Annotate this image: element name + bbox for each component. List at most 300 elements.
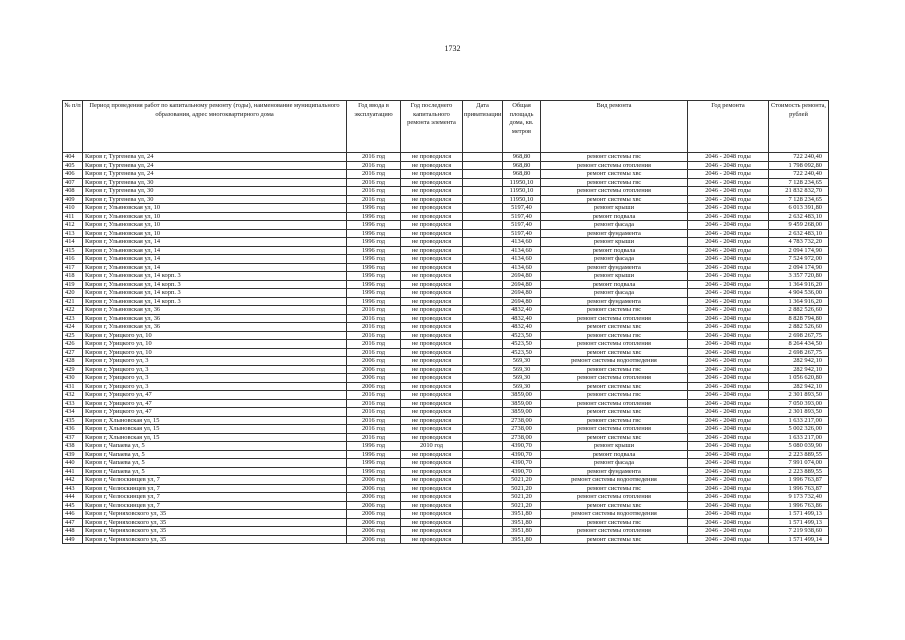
table-row <box>63 340 829 349</box>
row-repair-year: 2046 - 2048 годы <box>688 204 769 213</box>
row-repair-type: ремонт системы хвс <box>541 408 688 417</box>
row-repair-year: 2046 - 2048 годы <box>688 476 769 485</box>
row-repair-year: 2046 - 2048 годы <box>688 518 769 527</box>
row-year-built: 2006 год <box>347 374 401 383</box>
row-repair-year: 2046 - 2048 годы <box>688 501 769 510</box>
row-area: 4832,40 <box>503 323 541 332</box>
row-repair-year: 2046 - 2048 годы <box>688 416 769 425</box>
row-area: 2694,80 <box>503 272 541 281</box>
row-number: 431 <box>63 382 83 391</box>
row-privatization-date <box>463 229 503 238</box>
row-cost: 1 364 916,20 <box>769 280 829 289</box>
row-repair-type: ремонт системы гвс <box>541 153 688 162</box>
table-header-row <box>63 101 829 153</box>
row-repair-type: ремонт системы отопления <box>541 314 688 323</box>
table-row <box>63 306 829 315</box>
row-area: 569,30 <box>503 374 541 383</box>
row-area: 5197,40 <box>503 204 541 213</box>
row-cost: 4 904 536,00 <box>769 289 829 298</box>
row-area: 2738,00 <box>503 433 541 442</box>
row-last-repair: не проводился <box>401 493 463 502</box>
row-privatization-date <box>463 484 503 493</box>
row-address: Киров г, Тургенева ул, 30 <box>83 187 347 196</box>
row-cost: 1 633 217,00 <box>769 433 829 442</box>
table-row <box>63 408 829 417</box>
row-last-repair: не проводился <box>401 535 463 544</box>
row-address: Киров г, Чапаева ул, 5 <box>83 467 347 476</box>
row-privatization-date <box>463 340 503 349</box>
row-cost: 1 571 499,14 <box>769 535 829 544</box>
row-area: 5021,20 <box>503 493 541 502</box>
row-last-repair: не проводился <box>401 459 463 468</box>
row-number: 438 <box>63 442 83 451</box>
row-privatization-date <box>463 527 503 536</box>
row-address: Киров г, Урицкого ул, 47 <box>83 391 347 400</box>
row-area: 3859,00 <box>503 408 541 417</box>
row-cost: 1 056 620,80 <box>769 374 829 383</box>
header-year-built: Год ввода в эксплуатацию <box>347 101 401 153</box>
row-repair-type: ремонт системы отопления <box>541 493 688 502</box>
row-repair-year: 2046 - 2048 годы <box>688 212 769 221</box>
row-number: 410 <box>63 204 83 213</box>
row-number: 434 <box>63 408 83 417</box>
row-address: Киров г, Ульяновская ул, 10 <box>83 221 347 230</box>
row-repair-year: 2046 - 2048 годы <box>688 374 769 383</box>
row-area: 2738,00 <box>503 425 541 434</box>
row-last-repair: не проводился <box>401 289 463 298</box>
row-address: Киров г, Ульяновская ул, 14 корп. 3 <box>83 289 347 298</box>
row-address: Киров г, Ульяновская ул, 14 <box>83 238 347 247</box>
row-cost: 1 996 763,86 <box>769 501 829 510</box>
table-row <box>63 510 829 519</box>
row-last-repair: не проводился <box>401 195 463 204</box>
table-row <box>63 229 829 238</box>
row-last-repair: не проводился <box>401 518 463 527</box>
row-privatization-date <box>463 442 503 451</box>
row-repair-year: 2046 - 2048 годы <box>688 297 769 306</box>
row-privatization-date <box>463 433 503 442</box>
row-privatization-date <box>463 170 503 179</box>
row-area: 4832,40 <box>503 314 541 323</box>
table-row <box>63 280 829 289</box>
row-privatization-date <box>463 178 503 187</box>
row-repair-type: ремонт системы хвс <box>541 323 688 332</box>
row-cost: 2 632 483,10 <box>769 229 829 238</box>
row-year-built: 1996 год <box>347 238 401 247</box>
row-area: 5021,20 <box>503 476 541 485</box>
row-cost: 7 524 972,00 <box>769 255 829 264</box>
row-cost: 21 832 832,70 <box>769 187 829 196</box>
row-year-built: 2016 год <box>347 187 401 196</box>
row-repair-year: 2046 - 2048 годы <box>688 195 769 204</box>
table-row <box>63 246 829 255</box>
row-number: 440 <box>63 459 83 468</box>
row-repair-type: ремонт фасада <box>541 289 688 298</box>
row-repair-year: 2046 - 2048 годы <box>688 178 769 187</box>
row-number: 432 <box>63 391 83 400</box>
row-area: 2694,80 <box>503 289 541 298</box>
row-number: 429 <box>63 365 83 374</box>
row-privatization-date <box>463 391 503 400</box>
row-cost: 2 698 267,75 <box>769 331 829 340</box>
row-repair-year: 2046 - 2048 годы <box>688 382 769 391</box>
row-repair-year: 2046 - 2048 годы <box>688 289 769 298</box>
row-number: 422 <box>63 306 83 315</box>
row-repair-year: 2046 - 2048 годы <box>688 493 769 502</box>
row-repair-type: ремонт системы гвс <box>541 365 688 374</box>
row-number: 428 <box>63 357 83 366</box>
row-privatization-date <box>463 382 503 391</box>
table-row <box>63 527 829 536</box>
row-repair-year: 2046 - 2048 годы <box>688 425 769 434</box>
row-cost: 1 364 916,20 <box>769 297 829 306</box>
row-year-built: 2016 год <box>347 170 401 179</box>
row-year-built: 1996 год <box>347 212 401 221</box>
row-privatization-date <box>463 280 503 289</box>
row-repair-type: ремонт системы отопления <box>541 340 688 349</box>
row-year-built: 2016 год <box>347 425 401 434</box>
row-year-built: 2016 год <box>347 161 401 170</box>
row-area: 4390,70 <box>503 450 541 459</box>
table-row <box>63 297 829 306</box>
row-area: 4134,60 <box>503 238 541 247</box>
row-privatization-date <box>463 238 503 247</box>
row-repair-type: ремонт системы хвс <box>541 382 688 391</box>
row-address: Киров г, Ульяновская ул, 14 <box>83 255 347 264</box>
row-address: Киров г, Тургенева ул, 30 <box>83 195 347 204</box>
row-address: Киров г, Ульяновская ул, 36 <box>83 323 347 332</box>
table-row <box>63 263 829 272</box>
row-cost: 2 698 267,75 <box>769 348 829 357</box>
row-cost: 2 094 174,90 <box>769 246 829 255</box>
row-privatization-date <box>463 467 503 476</box>
table-row <box>63 204 829 213</box>
table-row <box>63 170 829 179</box>
row-year-built: 2016 год <box>347 323 401 332</box>
row-year-built: 2006 год <box>347 476 401 485</box>
table-row <box>63 187 829 196</box>
row-area: 5197,40 <box>503 221 541 230</box>
row-year-built: 2016 год <box>347 416 401 425</box>
table-row <box>63 161 829 170</box>
row-privatization-date <box>463 221 503 230</box>
header-repair-year: Год ремонта <box>688 101 769 153</box>
table-row <box>63 357 829 366</box>
table-row <box>63 459 829 468</box>
row-year-built: 2016 год <box>347 348 401 357</box>
row-area: 11950,10 <box>503 187 541 196</box>
row-address: Киров г, Черняховского ул, 35 <box>83 535 347 544</box>
row-year-built: 2016 год <box>347 399 401 408</box>
row-cost: 2 882 526,60 <box>769 306 829 315</box>
row-repair-type: ремонт системы гвс <box>541 484 688 493</box>
row-area: 3951,80 <box>503 535 541 544</box>
row-repair-type: ремонт фундамента <box>541 467 688 476</box>
row-repair-type: ремонт системы гвс <box>541 416 688 425</box>
row-year-built: 2006 год <box>347 365 401 374</box>
row-last-repair: не проводился <box>401 348 463 357</box>
row-repair-type: ремонт фундамента <box>541 229 688 238</box>
row-year-built: 2016 год <box>347 331 401 340</box>
row-repair-year: 2046 - 2048 годы <box>688 306 769 315</box>
row-cost: 1 996 763,87 <box>769 476 829 485</box>
row-repair-year: 2046 - 2048 годы <box>688 323 769 332</box>
row-number: 449 <box>63 535 83 544</box>
row-repair-year: 2046 - 2048 годы <box>688 408 769 417</box>
row-number: 412 <box>63 221 83 230</box>
row-privatization-date <box>463 255 503 264</box>
row-repair-type: ремонт системы водоотведения <box>541 476 688 485</box>
row-repair-type: ремонт системы водоотведения <box>541 357 688 366</box>
row-repair-type: ремонт системы хвс <box>541 535 688 544</box>
row-address: Киров г, Ульяновская ул, 10 <box>83 229 347 238</box>
row-address: Киров г, Ульяновская ул, 14 корп. 3 <box>83 297 347 306</box>
row-last-repair: не проводился <box>401 229 463 238</box>
row-repair-year: 2046 - 2048 годы <box>688 314 769 323</box>
row-privatization-date <box>463 348 503 357</box>
row-number: 414 <box>63 238 83 247</box>
row-address: Киров г, Тургенева ул, 30 <box>83 178 347 187</box>
row-repair-year: 2046 - 2048 годы <box>688 467 769 476</box>
row-repair-type: ремонт крыши <box>541 442 688 451</box>
row-cost: 1 798 092,80 <box>769 161 829 170</box>
table-row <box>63 331 829 340</box>
row-last-repair: не проводился <box>401 263 463 272</box>
row-last-repair: не проводился <box>401 374 463 383</box>
row-last-repair: не проводился <box>401 450 463 459</box>
row-area: 4523,50 <box>503 331 541 340</box>
row-cost: 7 128 234,65 <box>769 195 829 204</box>
row-address: Киров г, Челюскинцев ул, 7 <box>83 493 347 502</box>
row-repair-type: ремонт фундамента <box>541 297 688 306</box>
row-repair-year: 2046 - 2048 годы <box>688 433 769 442</box>
row-number: 433 <box>63 399 83 408</box>
row-privatization-date <box>463 212 503 221</box>
row-repair-type: ремонт системы отопления <box>541 161 688 170</box>
row-privatization-date <box>463 263 503 272</box>
row-repair-type: ремонт системы отопления <box>541 425 688 434</box>
row-year-built: 2016 год <box>347 195 401 204</box>
row-cost: 2 301 893,50 <box>769 391 829 400</box>
row-last-repair: не проводился <box>401 212 463 221</box>
row-address: Киров г, Урицкого ул, 10 <box>83 340 347 349</box>
row-repair-type: ремонт системы отопления <box>541 187 688 196</box>
row-number: 430 <box>63 374 83 383</box>
row-year-built: 2016 год <box>347 153 401 162</box>
row-last-repair: не проводился <box>401 187 463 196</box>
row-number: 415 <box>63 246 83 255</box>
row-number: 445 <box>63 501 83 510</box>
row-address: Киров г, Ульяновская ул, 10 <box>83 204 347 213</box>
table-row <box>63 391 829 400</box>
row-address: Киров г, Урицкого ул, 47 <box>83 408 347 417</box>
row-year-built: 2006 год <box>347 484 401 493</box>
row-repair-type: ремонт фундамента <box>541 263 688 272</box>
row-cost: 8 828 794,80 <box>769 314 829 323</box>
table-row <box>63 518 829 527</box>
row-repair-type: ремонт подвала <box>541 212 688 221</box>
row-repair-type: ремонт крыши <box>541 204 688 213</box>
row-area: 11950,10 <box>503 195 541 204</box>
row-number: 426 <box>63 340 83 349</box>
row-last-repair: не проводился <box>401 527 463 536</box>
row-year-built: 2006 год <box>347 357 401 366</box>
row-privatization-date <box>463 153 503 162</box>
row-privatization-date <box>463 374 503 383</box>
row-privatization-date <box>463 459 503 468</box>
row-last-repair: не проводился <box>401 382 463 391</box>
table-row <box>63 178 829 187</box>
row-number: 427 <box>63 348 83 357</box>
row-address: Киров г, Чапаева ул, 5 <box>83 459 347 468</box>
row-repair-type: ремонт фасада <box>541 255 688 264</box>
row-number: 443 <box>63 484 83 493</box>
header-last-repair: Год последнего капитального ремонта элемента <box>401 101 463 153</box>
row-year-built: 2016 год <box>347 306 401 315</box>
row-number: 417 <box>63 263 83 272</box>
row-repair-type: ремонт системы хвс <box>541 170 688 179</box>
row-area: 4390,70 <box>503 442 541 451</box>
table-row <box>63 323 829 332</box>
header-area: Общая площадь дома, кв. метров <box>503 101 541 153</box>
row-last-repair: не проводился <box>401 501 463 510</box>
row-cost: 4 783 732,20 <box>769 238 829 247</box>
row-address: Киров г, Челюскинцев ул, 7 <box>83 484 347 493</box>
row-repair-year: 2046 - 2048 годы <box>688 272 769 281</box>
row-repair-type: ремонт системы гвс <box>541 306 688 315</box>
row-year-built: 2006 год <box>347 527 401 536</box>
row-repair-type: ремонт подвала <box>541 450 688 459</box>
row-cost: 7 050 393,00 <box>769 399 829 408</box>
row-area: 4134,60 <box>503 246 541 255</box>
row-last-repair: не проводился <box>401 255 463 264</box>
table-row <box>63 272 829 281</box>
row-number: 408 <box>63 187 83 196</box>
table-row <box>63 416 829 425</box>
row-cost: 7 128 234,65 <box>769 178 829 187</box>
row-last-repair: не проводился <box>401 416 463 425</box>
row-repair-year: 2046 - 2048 годы <box>688 229 769 238</box>
row-repair-type: ремонт системы гвс <box>541 391 688 400</box>
row-cost: 9 173 732,40 <box>769 493 829 502</box>
table-row <box>63 382 829 391</box>
row-year-built: 1996 год <box>347 204 401 213</box>
row-repair-year: 2046 - 2048 годы <box>688 399 769 408</box>
table-row <box>63 476 829 485</box>
row-address: Киров г, Урицкого ул, 3 <box>83 374 347 383</box>
table-row <box>63 442 829 451</box>
table-row <box>63 399 829 408</box>
row-year-built: 2016 год <box>347 178 401 187</box>
row-number: 421 <box>63 297 83 306</box>
row-number: 416 <box>63 255 83 264</box>
row-last-repair: не проводился <box>401 314 463 323</box>
row-repair-year: 2046 - 2048 годы <box>688 484 769 493</box>
row-repair-type: ремонт системы отопления <box>541 399 688 408</box>
row-year-built: 2006 год <box>347 493 401 502</box>
row-number: 411 <box>63 212 83 221</box>
row-address: Киров г, Черняховского ул, 35 <box>83 518 347 527</box>
row-area: 4134,60 <box>503 263 541 272</box>
row-number: 420 <box>63 289 83 298</box>
table-row <box>63 535 829 544</box>
row-number: 441 <box>63 467 83 476</box>
row-last-repair: не проводился <box>401 246 463 255</box>
header-privatization-date: Дата приватизации <box>463 101 503 153</box>
row-repair-year: 2046 - 2048 годы <box>688 510 769 519</box>
table-row <box>63 433 829 442</box>
header-address: Период проведения работ по капитальному ремонту (годы), наименование муниципального образования, адрес многоквартирного дома <box>83 101 347 153</box>
row-area: 5021,20 <box>503 484 541 493</box>
row-repair-type: ремонт системы гвс <box>541 331 688 340</box>
row-repair-year: 2046 - 2048 годы <box>688 238 769 247</box>
row-area: 4523,50 <box>503 348 541 357</box>
row-area: 3859,00 <box>503 399 541 408</box>
row-privatization-date <box>463 535 503 544</box>
header-repair-type: Вид ремонта <box>541 101 688 153</box>
row-address: Киров г, Хлыновская ул, 15 <box>83 425 347 434</box>
row-year-built: 1996 год <box>347 229 401 238</box>
row-last-repair: не проводился <box>401 357 463 366</box>
row-address: Киров г, Чапаева ул, 5 <box>83 450 347 459</box>
row-cost: 2 094 174,90 <box>769 263 829 272</box>
row-area: 11950,10 <box>503 178 541 187</box>
row-year-built: 1996 год <box>347 272 401 281</box>
row-number: 406 <box>63 170 83 179</box>
row-cost: 1 571 499,13 <box>769 518 829 527</box>
row-cost: 8 264 434,50 <box>769 340 829 349</box>
row-address: Киров г, Ульяновская ул, 36 <box>83 314 347 323</box>
table-row <box>63 374 829 383</box>
table-row <box>63 484 829 493</box>
row-last-repair: не проводился <box>401 425 463 434</box>
row-last-repair: не проводился <box>401 153 463 162</box>
row-privatization-date <box>463 510 503 519</box>
row-repair-year: 2046 - 2048 годы <box>688 391 769 400</box>
row-last-repair: не проводился <box>401 467 463 476</box>
row-cost: 282 942,10 <box>769 365 829 374</box>
row-number: 442 <box>63 476 83 485</box>
row-last-repair: не проводился <box>401 178 463 187</box>
row-cost: 282 942,10 <box>769 382 829 391</box>
row-cost: 282 942,10 <box>769 357 829 366</box>
row-privatization-date <box>463 501 503 510</box>
row-year-built: 2016 год <box>347 408 401 417</box>
row-number: 404 <box>63 153 83 162</box>
row-privatization-date <box>463 204 503 213</box>
row-number: 435 <box>63 416 83 425</box>
row-address: Киров г, Ульяновская ул, 14 <box>83 263 347 272</box>
row-address: Киров г, Урицкого ул, 10 <box>83 348 347 357</box>
table-row <box>63 195 829 204</box>
row-last-repair: не проводился <box>401 391 463 400</box>
row-cost: 3 357 720,80 <box>769 272 829 281</box>
row-year-built: 2016 год <box>347 340 401 349</box>
row-number: 423 <box>63 314 83 323</box>
row-last-repair: не проводился <box>401 221 463 230</box>
row-repair-year: 2046 - 2048 годы <box>688 221 769 230</box>
row-repair-type: ремонт крыши <box>541 272 688 281</box>
row-privatization-date <box>463 493 503 502</box>
row-address: Киров г, Урицкого ул, 47 <box>83 399 347 408</box>
row-cost: 1 571 499,13 <box>769 510 829 519</box>
page-number: 1732 <box>444 44 461 53</box>
row-area: 2694,80 <box>503 297 541 306</box>
row-cost: 7 991 074,00 <box>769 459 829 468</box>
row-address: Киров г, Черняховского ул, 35 <box>83 527 347 536</box>
row-year-built: 2016 год <box>347 314 401 323</box>
row-repair-type: ремонт подвала <box>541 246 688 255</box>
